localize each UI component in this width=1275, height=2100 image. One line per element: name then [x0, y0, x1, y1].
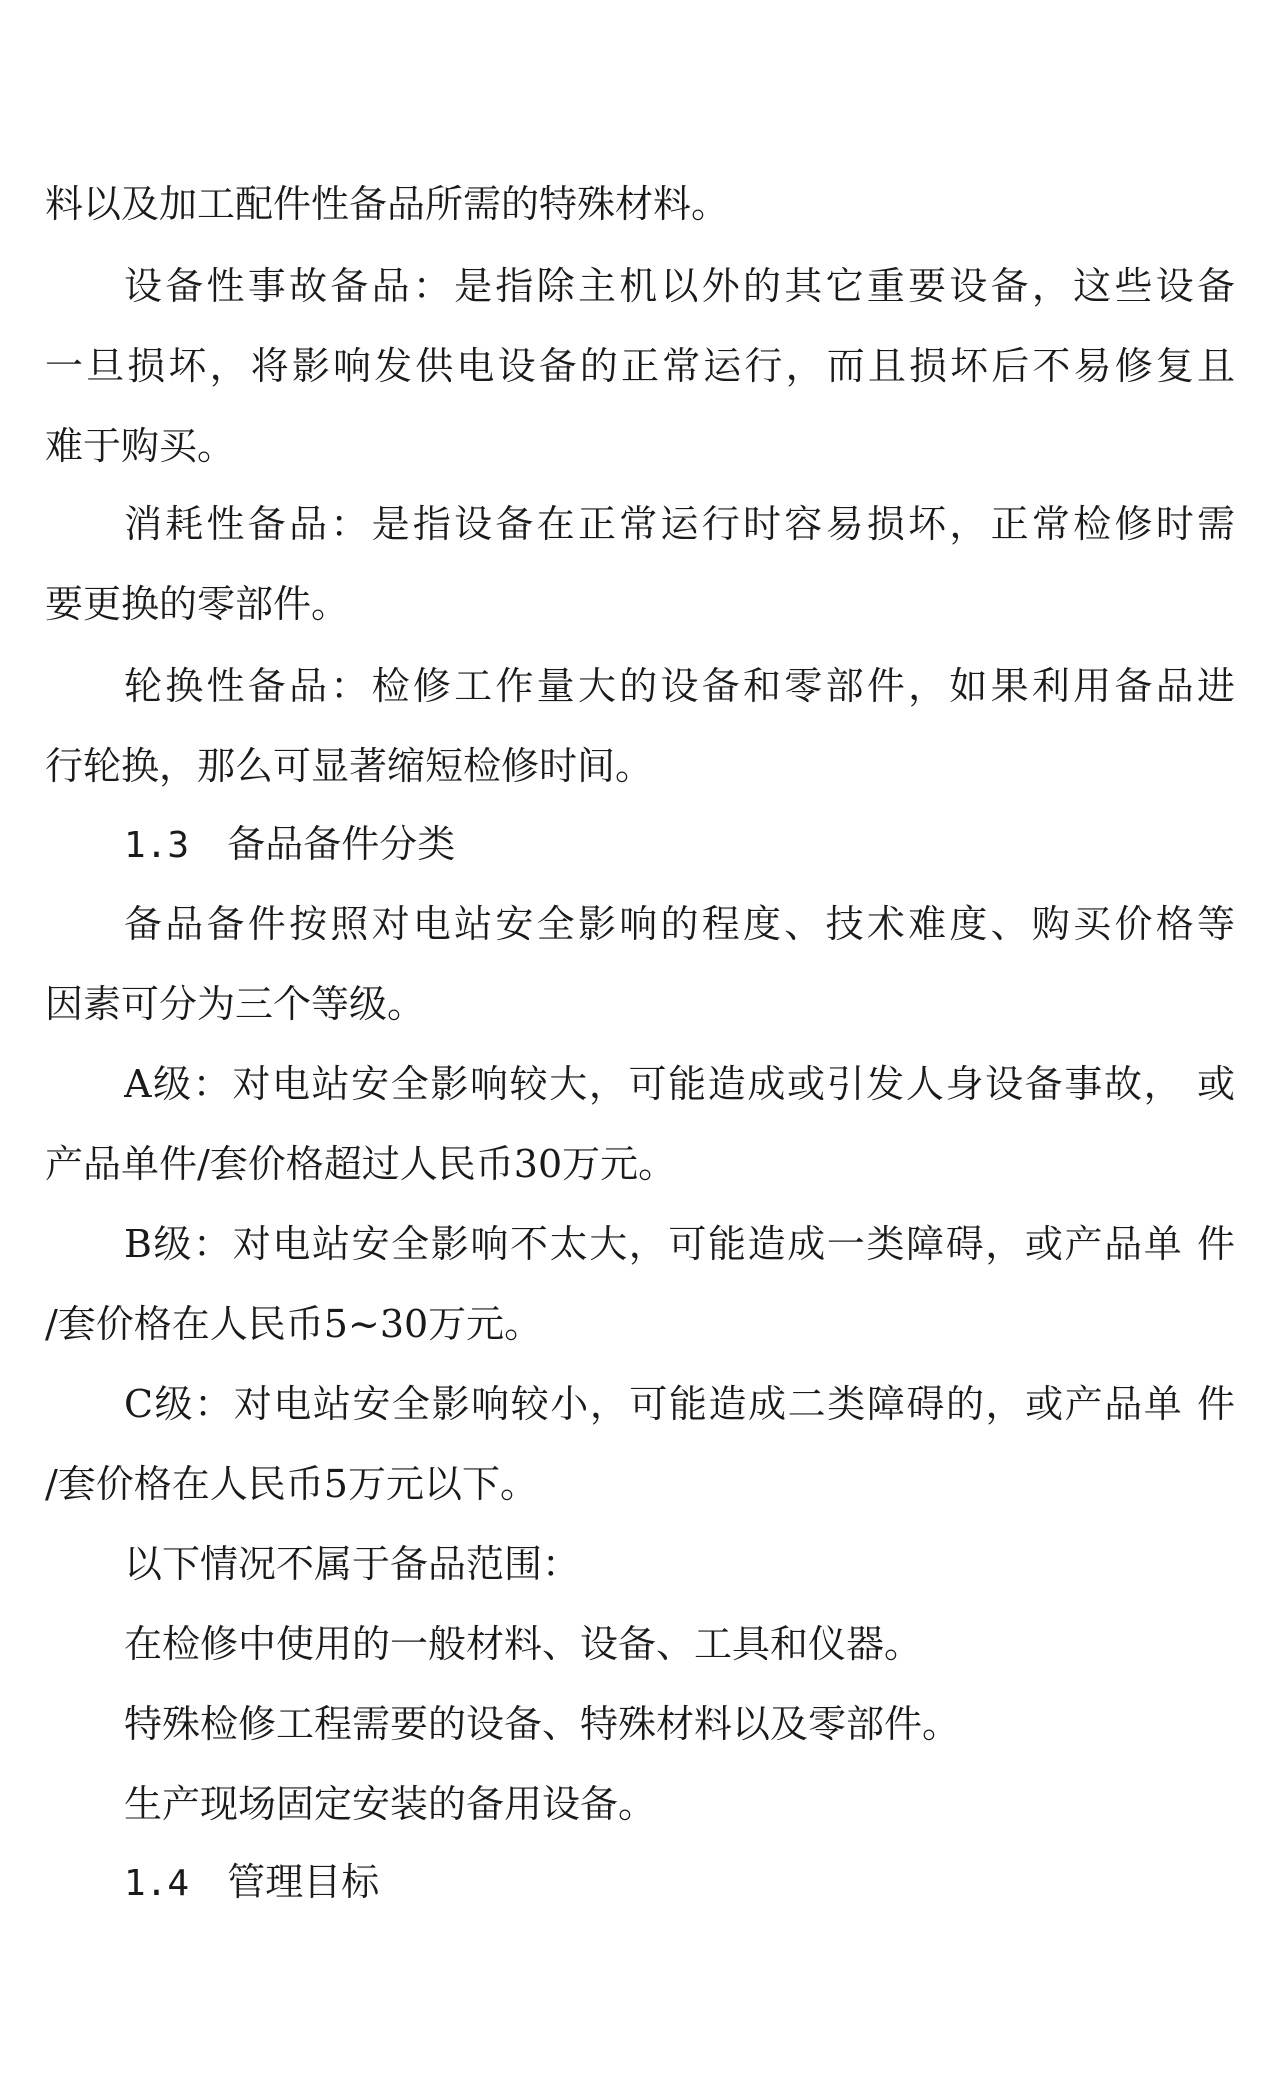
paragraph-line: 消耗性备品：是指设备在正常运行时容易损坏，正常检修时需 [124, 502, 1235, 546]
paragraph-line: /套价格在人民币5~30万元。 [45, 1302, 543, 1346]
paragraph-line: 轮换性备品：检修工作量大的设备和零部件，如果利用备品进 [124, 664, 1235, 708]
paragraph-line: 料以及加工配件性备品所需的特殊材料。 [45, 182, 730, 226]
paragraph-line: 难于购买。 [45, 424, 236, 468]
section-number: 1.4 [124, 1863, 190, 1904]
paragraph-line: 产品单件/套价格超过人民币30万元。 [45, 1142, 677, 1186]
section-title: 管理目标 [227, 1860, 380, 1904]
paragraph-line: 以下情况不属于备品范围： [124, 1542, 581, 1586]
section-heading-1-3 [124, 818, 1235, 870]
paragraph-line: /套价格在人民币5万元以下。 [45, 1462, 538, 1506]
paragraph-line: 生产现场固定安装的备用设备。 [124, 1782, 657, 1826]
section-number: 1.3 [124, 825, 190, 866]
paragraph-line: 备品备件按照对电站安全影响的程度、技术难度、购买价格等 [124, 902, 1235, 946]
paragraph-line: 行轮换，那么可显著缩短检修时间。 [45, 744, 654, 788]
paragraph-line: 特殊检修工程需要的设备、特殊材料以及零部件。 [124, 1702, 961, 1746]
paragraph-line: 要更换的零部件。 [45, 582, 350, 626]
paragraph-line: 在检修中使用的一般材料、设备、工具和仪器。 [124, 1622, 923, 1666]
paragraph-line: C级：对电站安全影响较小，可能造成二类障碍的，或产品单 件 [124, 1382, 1235, 1426]
paragraph-line: 因素可分为三个等级。 [45, 982, 426, 1026]
paragraph-line: A级：对电站安全影响较大，可能造成或引发人身设备事故， 或 [124, 1062, 1235, 1106]
section-title: 备品备件分类 [227, 822, 456, 866]
section-heading-1-4 [124, 1856, 1235, 1908]
paragraph-line: 设备性事故备品：是指除主机以外的其它重要设备，这些设备 [124, 264, 1235, 308]
paragraph-line: 一旦损坏，将影响发供电设备的正常运行，而且损坏后不易修复且 [45, 344, 1235, 388]
paragraph-line: B级：对电站安全影响不太大，可能造成一类障碍，或产品单 件 [124, 1222, 1235, 1266]
